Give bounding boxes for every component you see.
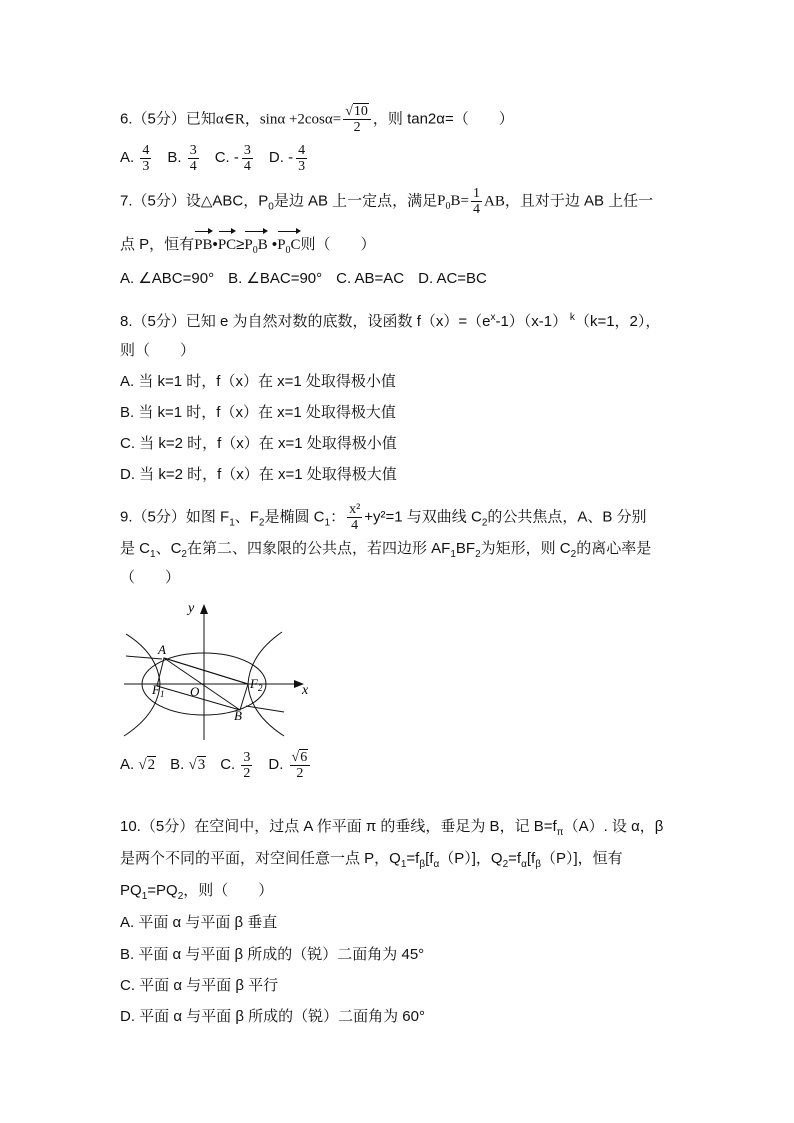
label-b: B <box>234 708 242 723</box>
q9-stem-line2: 是 $C_1$、$C_2$在第二、四象限的公共点，若四边形 $AF_1BF_2$为矩形，则 $C_2$的离心率是 <box>120 540 652 560</box>
q9-options <box>120 750 326 781</box>
vector-pc: PC <box>218 228 236 256</box>
q8-stem-line2: 则（ ） <box>120 342 196 359</box>
q7-options <box>120 268 501 290</box>
q7-stem-line1: 7.（5分）设△ABC，$P_0$是边 AB 上一定点，满足$P_0B=$ $\frac{1}{4}$ AB，且对于边 AB 上任一 <box>120 186 654 217</box>
q7-fraction: $\frac{1}{4}$ <box>472 186 480 217</box>
q7-option-b[interactable]: B. ∠BAC=90° <box>228 270 323 287</box>
q9-stem-line3: （ ） <box>120 569 181 586</box>
q8-stem-line1: 8.（5分）已知 e 为自然对数的底数，设函数 $f(x)=(e^x-1)(x-1)$ $^k$（k=1，2）， <box>120 312 661 330</box>
label-o: O <box>190 684 200 699</box>
label-f2: $F_2$ <box>250 676 263 693</box>
q8-option-c[interactable]: C. 当 k=2 时，f（x）在 x=1 处取得极小值 <box>120 435 397 452</box>
ellipse-hyperbola-figure <box>118 596 318 742</box>
q9-option-d[interactable]: D. $\frac{√6}{2}$ <box>268 756 312 773</box>
vector-p0b: $P_0B$ <box>244 228 267 262</box>
q8-option-b[interactable]: B. 当 k=1 时，f（x）在 x=1 处取得极大值 <box>120 404 396 421</box>
q6-value-fraction: $\frac{√10}{2}$ <box>343 104 371 135</box>
y-axis-arrow <box>200 604 208 614</box>
q8-option-d[interactable]: D. 当 k=2 时，f（x）在 x=1 处取得极大值 <box>120 466 397 483</box>
q6-option-d[interactable]: D. - $\frac{4}{3}$ <box>268 143 306 174</box>
q9-option-c[interactable]: C. $\frac{3}{2}$ <box>220 750 251 781</box>
left-line <box>126 656 162 659</box>
right-line <box>246 706 284 712</box>
q6-option-a[interactable]: A. $\frac{4}{3}$ <box>120 143 150 174</box>
vector-pb: PB <box>194 228 212 256</box>
q10-option-b[interactable]: B. 平面 α 与平面 β 所成的（锐）二面角为 45° <box>120 946 425 963</box>
q10-stem-line3: $PQ_1=PQ_2$，则（ ） <box>120 882 274 902</box>
q10-stem-line1: 10.（5分）在空间中，过点 A 作平面 π 的垂线，垂足为 B，记 $B=f_\pi(A)$. 设 α，β <box>120 818 664 838</box>
q10-option-c[interactable]: C. 平面 α 与平面 β 平行 <box>120 977 279 994</box>
q9-fraction: $\frac{\text{x²}}{4}$ <box>349 502 361 533</box>
label-x: x <box>302 683 309 698</box>
q10-option-d[interactable]: D. 平面 α 与平面 β 所成的（锐）二面角为 60° <box>120 1008 425 1025</box>
label-y: y <box>188 601 195 616</box>
q10-option-a[interactable]: A. 平面 α 与平面 β 垂直 <box>120 914 278 931</box>
q8-option-a[interactable]: A. 当 k=1 时，f（x）在 x=1 处取得极小值 <box>120 373 396 390</box>
q9-option-b[interactable]: B. √3 <box>170 756 206 774</box>
q10-stem-line2: 是两个不同的平面，对空间任意一点 P，$Q_1=f_\beta[f_\alpha(P)]$，$Q_2=f_\alpha[f_\beta(P)]$，恒有 <box>120 850 623 870</box>
q7-option-d[interactable]: D. AC=BC <box>418 270 487 287</box>
q6-option-b[interactable]: B. $\frac{3}{4}$ <box>167 143 197 174</box>
q7-option-c[interactable]: C. AB=AC <box>336 270 405 287</box>
q6-option-c[interactable]: C. - $\frac{3}{4}$ <box>214 143 251 174</box>
label-f1: $F_1$ <box>152 682 165 699</box>
q9-stem-line1: 9.（5分）如图 $F_1$、$F_2$是椭圆 $C_1$： $\frac{\text{x²}}{4}$ +y²=1 与双曲线 $C_2$的公共焦点，A、B 分别 <box>120 502 647 533</box>
vector-p0c: $P_0C$ <box>277 228 300 262</box>
label-a: A <box>158 642 166 657</box>
q7-option-a[interactable]: A. ∠ABC=90° <box>120 270 215 287</box>
q6-options <box>120 143 323 174</box>
q7-stem-line2: 点 P，恒有$PB•PC\ge P_0B$ $•P_0C$则（ ） <box>120 228 376 262</box>
q6-stem: 6.（5分）已知α∈R，sinα +2cosα= $\frac{√10}{2}$ ，则 tan2α=（ ） <box>120 104 514 135</box>
diagonal-f1f2 <box>164 658 248 684</box>
q9-option-a[interactable]: A. √2 <box>120 756 156 774</box>
